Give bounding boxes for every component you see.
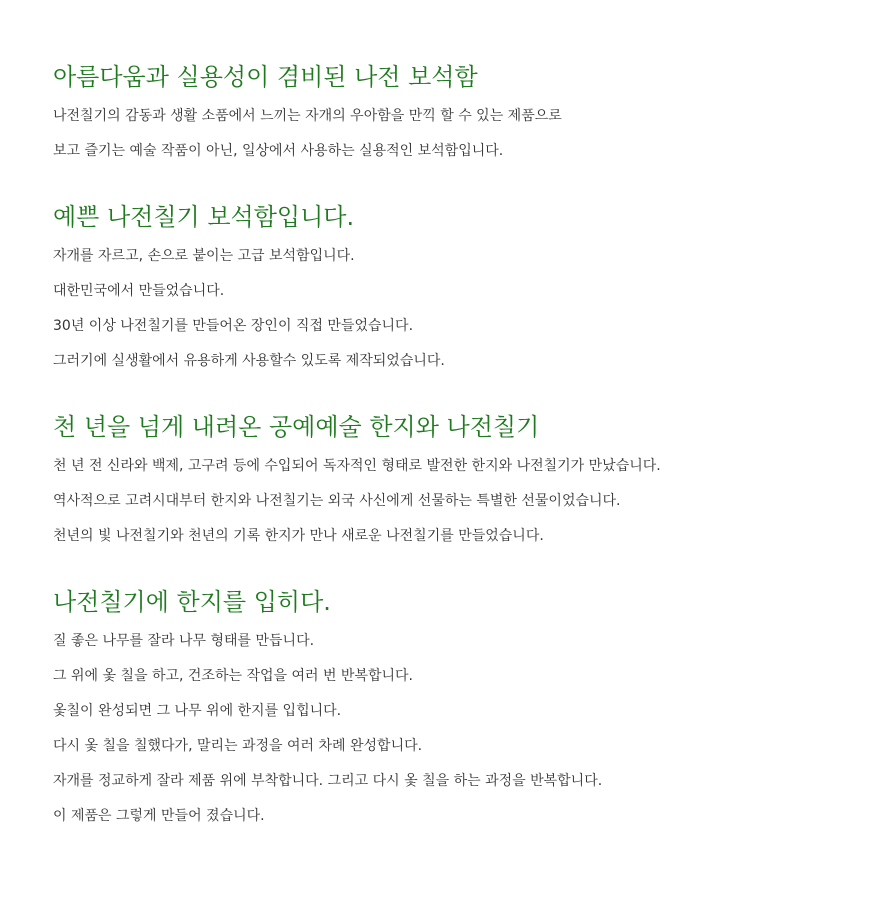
section-paragraph: 자개를 정교하게 잘라 제품 위에 부착합니다. 그리고 다시 옻 칠을 하는 과정을 반복합니다. — [53, 773, 603, 789]
section-paragraph: 자개를 자르고, 손으로 붙이는 고급 보석함입니다. — [53, 248, 355, 264]
section-paragraph: 그 위에 옻 칠을 하고, 건조하는 작업을 여러 번 반복합니다. — [53, 668, 414, 684]
section-paragraph: 그러기에 실생활에서 유용하게 사용할수 있도록 제작되었습니다. — [53, 353, 445, 369]
section-paragraph: 30년 이상 나전칠기를 만들어온 장인이 직접 만들었습니다. — [53, 318, 414, 334]
section-paragraph: 보고 즐기는 예술 작품이 아닌, 일상에서 사용하는 실용적인 보석함입니다. — [53, 143, 504, 159]
section-heading: 예쁜 나전칠기 보석함입니다. — [53, 203, 355, 231]
section-paragraph: 다시 옻 칠을 칠했다가, 말리는 과정을 여러 차례 완성합니다. — [53, 738, 423, 754]
section-paragraph: 역사적으로 고려시대부터 한지와 나전칠기는 외국 사신에게 선물하는 특별한 선물이었습니다. — [53, 493, 621, 509]
section-paragraph: 대한민국에서 만들었습니다. — [53, 283, 225, 299]
section-paragraph: 이 제품은 그렇게 만들어 졌습니다. — [53, 808, 265, 824]
section-paragraph: 천 년 전 신라와 백제, 고구려 등에 수입되어 독자적인 형태로 발전한 한지와 나전칠기가 만났습니다. — [53, 458, 661, 474]
section-heading: 아름다움과 실용성이 겸비된 나전 보석함 — [53, 63, 478, 91]
section-paragraph: 질 좋은 나무를 잘라 나무 형태를 만듭니다. — [53, 633, 315, 649]
section-paragraph: 천년의 빛 나전칠기와 천년의 기록 한지가 만나 새로운 나전칠기를 만들었습니다. — [53, 528, 544, 544]
section-heading: 나전칠기에 한지를 입히다. — [53, 588, 331, 616]
section-paragraph: 나전칠기의 감동과 생활 소품에서 느끼는 자개의 우아함을 만끽 할 수 있는 제품으로 — [53, 108, 562, 124]
section-heading: 천 년을 넘게 내려온 공예예술 한지와 나전칠기 — [53, 413, 540, 441]
section-paragraph: 옻칠이 완성되면 그 나무 위에 한지를 입힙니다. — [53, 703, 342, 719]
